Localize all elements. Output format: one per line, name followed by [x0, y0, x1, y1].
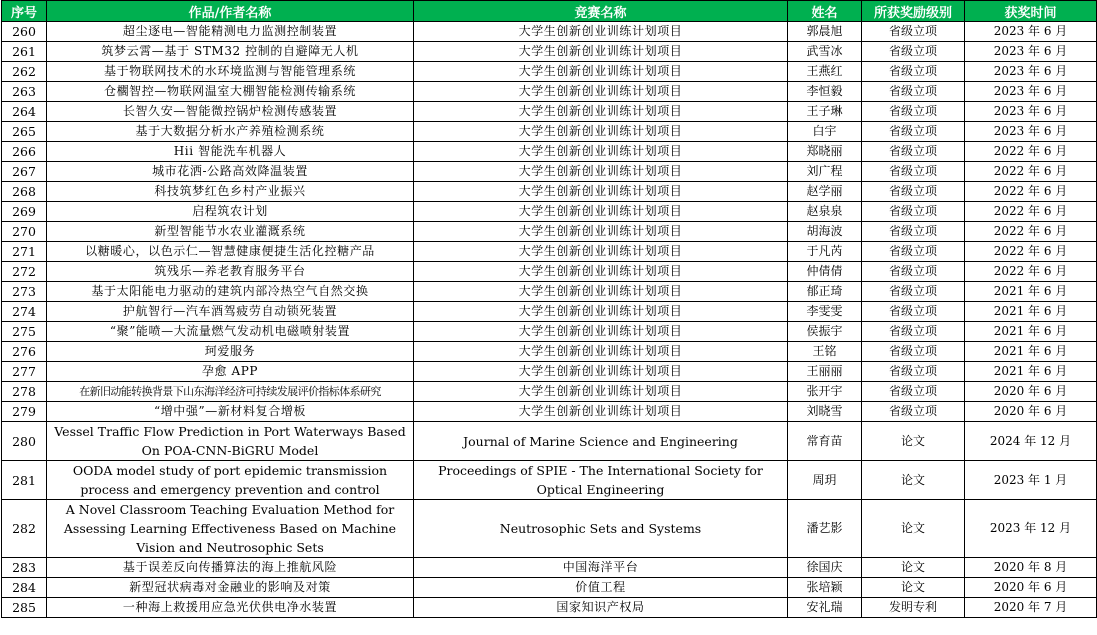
cell-time: 2023 年 6 月	[965, 42, 1097, 62]
table-row	[2, 598, 1097, 618]
table-row	[2, 342, 1097, 362]
cell-index: 265	[2, 122, 47, 142]
cell-index: 272	[2, 262, 47, 282]
cell-level: 省级立项	[862, 322, 965, 342]
header-row	[2, 1, 1097, 22]
awards-table	[1, 0, 1097, 618]
cell-name: 赵学丽	[788, 182, 862, 202]
cell-level: 省级立项	[862, 182, 965, 202]
cell-name: 郁正琦	[788, 282, 862, 302]
cell-index: 264	[2, 102, 47, 122]
cell-competition: Proceedings of SPIE - The International Society for Optical Engineering	[414, 461, 788, 500]
cell-competition: 大学生创新创业训练计划项目	[414, 322, 788, 342]
cell-name: 白宇	[788, 122, 862, 142]
cell-competition: 大学生创新创业训练计划项目	[414, 82, 788, 102]
cell-level: 省级立项	[862, 242, 965, 262]
cell-name: 张培颖	[788, 578, 862, 598]
cell-competition: Journal of Marine Science and Engineering	[414, 422, 788, 461]
cell-index: 279	[2, 402, 47, 422]
cell-name: 仲倩倩	[788, 262, 862, 282]
cell-index: 260	[2, 22, 47, 42]
cell-time: 2023 年 1 月	[965, 461, 1097, 500]
cell-level: 省级立项	[862, 382, 965, 402]
table-row	[2, 262, 1097, 282]
cell-name: 胡海波	[788, 222, 862, 242]
cell-competition: 大学生创新创业训练计划项目	[414, 342, 788, 362]
cell-level: 省级立项	[862, 262, 965, 282]
cell-time: 2022 年 6 月	[965, 162, 1097, 182]
cell-time: 2022 年 6 月	[965, 182, 1097, 202]
header-competition: 竞赛名称	[414, 1, 788, 22]
cell-time: 2020 年 7 月	[965, 598, 1097, 618]
cell-level: 省级立项	[862, 82, 965, 102]
table-row	[2, 282, 1097, 302]
cell-level: 省级立项	[862, 302, 965, 322]
cell-competition: 国家知识产权局	[414, 598, 788, 618]
cell-competition: 大学生创新创业训练计划项目	[414, 182, 788, 202]
table-row	[2, 182, 1097, 202]
cell-index: 267	[2, 162, 47, 182]
cell-index: 269	[2, 202, 47, 222]
cell-competition: 大学生创新创业训练计划项目	[414, 162, 788, 182]
cell-title: 基于物联网技术的水环境监测与智能管理系统	[47, 62, 414, 82]
table-row	[2, 302, 1097, 322]
cell-index: 278	[2, 382, 47, 402]
cell-name: 刘广程	[788, 162, 862, 182]
cell-competition: 大学生创新创业训练计划项目	[414, 122, 788, 142]
cell-time: 2023 年 6 月	[965, 102, 1097, 122]
cell-competition: 大学生创新创业训练计划项目	[414, 222, 788, 242]
header-time: 获奖时间	[965, 1, 1097, 22]
cell-time: 2023 年 6 月	[965, 22, 1097, 42]
cell-level: 省级立项	[862, 162, 965, 182]
cell-name: 王子琳	[788, 102, 862, 122]
cell-title: 筑残乐—养老教育服务平台	[47, 262, 414, 282]
cell-title: 基于误差反向传播算法的海上推航风险	[47, 558, 414, 578]
table-row	[2, 242, 1097, 262]
table-row	[2, 558, 1097, 578]
cell-time: 2023 年 6 月	[965, 122, 1097, 142]
cell-time: 2022 年 6 月	[965, 142, 1097, 162]
cell-index: 280	[2, 422, 47, 461]
cell-title: 筑梦云霄—基于 STM32 控制的自避障无人机	[47, 42, 414, 62]
cell-name: 徐国庆	[788, 558, 862, 578]
cell-index: 281	[2, 461, 47, 500]
cell-level: 省级立项	[862, 402, 965, 422]
cell-name: 常育苗	[788, 422, 862, 461]
cell-title: 超尘逐电—智能精测电力监测控制装置	[47, 22, 414, 42]
cell-competition: 大学生创新创业训练计划项目	[414, 42, 788, 62]
cell-time: 2022 年 6 月	[965, 242, 1097, 262]
cell-level: 省级立项	[862, 22, 965, 42]
cell-level: 论文	[862, 422, 965, 461]
cell-level: 省级立项	[862, 42, 965, 62]
table-row	[2, 322, 1097, 342]
cell-title: 基于太阳能电力驱动的建筑内部冷热空气自然交换	[47, 282, 414, 302]
cell-title: Vessel Traffic Flow Prediction in Port Waterways Based On POA-CNN-BiGRU Model	[47, 422, 414, 461]
cell-title: 城市花洒-公路高效降温装置	[47, 162, 414, 182]
cell-name: 李恒毅	[788, 82, 862, 102]
table-row	[2, 461, 1097, 500]
cell-time: 2021 年 6 月	[965, 362, 1097, 382]
cell-index: 276	[2, 342, 47, 362]
cell-title: “增中强”—新材料复合增板	[47, 402, 414, 422]
table-row	[2, 142, 1097, 162]
table-row	[2, 500, 1097, 558]
cell-competition: 大学生创新创业训练计划项目	[414, 242, 788, 262]
cell-name: 刘晓雪	[788, 402, 862, 422]
cell-level: 发明专利	[862, 598, 965, 618]
cell-level: 论文	[862, 500, 965, 558]
cell-title: OODA model study of port epidemic transmission process and emergency prevention and control	[47, 461, 414, 500]
cell-index: 271	[2, 242, 47, 262]
cell-title: 长智久安—智能微控锅炉检测传感装置	[47, 102, 414, 122]
cell-name: 于凡芮	[788, 242, 862, 262]
cell-level: 省级立项	[862, 102, 965, 122]
cell-time: 2022 年 6 月	[965, 222, 1097, 242]
cell-competition: 价值工程	[414, 578, 788, 598]
cell-index: 274	[2, 302, 47, 322]
cell-competition: 大学生创新创业训练计划项目	[414, 302, 788, 322]
cell-time: 2021 年 6 月	[965, 302, 1097, 322]
cell-title: “聚”能喷—大流量燃气发动机电磁喷射装置	[47, 322, 414, 342]
cell-time: 2023 年 6 月	[965, 82, 1097, 102]
cell-title: 以糖暖心，以色示仁—智慧健康便捷生活化控糖产品	[47, 242, 414, 262]
cell-name: 王丽丽	[788, 362, 862, 382]
table-row	[2, 222, 1097, 242]
cell-index: 270	[2, 222, 47, 242]
cell-title: 护航智行—汽车酒驾疲劳自动锁死装置	[47, 302, 414, 322]
cell-competition: 大学生创新创业训练计划项目	[414, 62, 788, 82]
cell-name: 郑晓丽	[788, 142, 862, 162]
cell-level: 省级立项	[862, 362, 965, 382]
cell-index: 261	[2, 42, 47, 62]
table-row	[2, 578, 1097, 598]
cell-name: 周玥	[788, 461, 862, 500]
cell-title: 仓櫊智控—物联网温室大棚智能检测传输系统	[47, 82, 414, 102]
table-row	[2, 402, 1097, 422]
cell-competition: 大学生创新创业训练计划项目	[414, 102, 788, 122]
cell-index: 268	[2, 182, 47, 202]
cell-level: 论文	[862, 461, 965, 500]
cell-index: 285	[2, 598, 47, 618]
cell-index: 284	[2, 578, 47, 598]
cell-name: 王燕红	[788, 62, 862, 82]
table-row	[2, 82, 1097, 102]
cell-name: 潘艺影	[788, 500, 862, 558]
cell-name: 郭晨旭	[788, 22, 862, 42]
table-row	[2, 62, 1097, 82]
cell-competition: Neutrosophic Sets and Systems	[414, 500, 788, 558]
cell-level: 省级立项	[862, 202, 965, 222]
cell-time: 2021 年 6 月	[965, 342, 1097, 362]
cell-time: 2023 年 12 月	[965, 500, 1097, 558]
cell-competition: 大学生创新创业训练计划项目	[414, 142, 788, 162]
cell-level: 省级立项	[862, 342, 965, 362]
header-level: 所获奖励级别	[862, 1, 965, 22]
cell-name: 侯振宇	[788, 322, 862, 342]
cell-competition: 大学生创新创业训练计划项目	[414, 262, 788, 282]
cell-title: 新型智能节水农业灌溉系统	[47, 222, 414, 242]
cell-title: 孕愈 APP	[47, 362, 414, 382]
table-row	[2, 42, 1097, 62]
cell-competition: 大学生创新创业训练计划项目	[414, 282, 788, 302]
header-title: 作品/作者名称	[47, 1, 414, 22]
table-row	[2, 162, 1097, 182]
cell-level: 省级立项	[862, 62, 965, 82]
cell-time: 2022 年 6 月	[965, 262, 1097, 282]
cell-name: 安礼瑞	[788, 598, 862, 618]
cell-name: 武雪冰	[788, 42, 862, 62]
cell-name: 李雯雯	[788, 302, 862, 322]
cell-index: 283	[2, 558, 47, 578]
cell-competition: 大学生创新创业训练计划项目	[414, 402, 788, 422]
cell-index: 273	[2, 282, 47, 302]
cell-competition: 大学生创新创业训练计划项目	[414, 382, 788, 402]
cell-title: Hii 智能洗车机器人	[47, 142, 414, 162]
cell-time: 2020 年 6 月	[965, 578, 1097, 598]
cell-name: 王铭	[788, 342, 862, 362]
cell-title: 一种海上救援用应急光伏供电净水装置	[47, 598, 414, 618]
cell-title: 基于大数据分析水产养殖检测系统	[47, 122, 414, 142]
cell-time: 2020 年 6 月	[965, 402, 1097, 422]
cell-title: 科技筑梦红色乡村产业振兴	[47, 182, 414, 202]
cell-title: 在新旧动能转换背景下山东海洋经济可持续发展评价指标体系研究	[47, 382, 414, 402]
cell-index: 282	[2, 500, 47, 558]
cell-time: 2021 年 6 月	[965, 322, 1097, 342]
cell-competition: 中国海洋平台	[414, 558, 788, 578]
cell-title: 启程筑农计划	[47, 202, 414, 222]
cell-index: 263	[2, 82, 47, 102]
cell-time: 2020 年 8 月	[965, 558, 1097, 578]
cell-time: 2022 年 6 月	[965, 202, 1097, 222]
cell-title: A Novel Classroom Teaching Evaluation Method for Assessing Learning Effectiveness Based on Machine Vision and Neutrosophic Sets	[47, 500, 414, 558]
table-row	[2, 362, 1097, 382]
cell-name: 张开宇	[788, 382, 862, 402]
cell-competition: 大学生创新创业训练计划项目	[414, 362, 788, 382]
table-row	[2, 202, 1097, 222]
header-name: 姓名	[788, 1, 862, 22]
cell-level: 论文	[862, 578, 965, 598]
cell-level: 省级立项	[862, 222, 965, 242]
cell-level: 论文	[862, 558, 965, 578]
cell-competition: 大学生创新创业训练计划项目	[414, 202, 788, 222]
header-index: 序号	[2, 1, 47, 22]
cell-time: 2021 年 6 月	[965, 282, 1097, 302]
cell-index: 262	[2, 62, 47, 82]
cell-title: 珂爱服务	[47, 342, 414, 362]
cell-level: 省级立项	[862, 122, 965, 142]
table-row	[2, 122, 1097, 142]
table-row	[2, 22, 1097, 42]
cell-competition: 大学生创新创业训练计划项目	[414, 22, 788, 42]
cell-index: 277	[2, 362, 47, 382]
cell-name: 赵泉泉	[788, 202, 862, 222]
cell-title: 新型冠状病毒对金融业的影响及对策	[47, 578, 414, 598]
cell-index: 266	[2, 142, 47, 162]
cell-time: 2024 年 12 月	[965, 422, 1097, 461]
cell-level: 省级立项	[862, 142, 965, 162]
cell-level: 省级立项	[862, 282, 965, 302]
cell-time: 2020 年 6 月	[965, 382, 1097, 402]
table-row	[2, 102, 1097, 122]
cell-index: 275	[2, 322, 47, 342]
table-row	[2, 382, 1097, 402]
cell-time: 2023 年 6 月	[965, 62, 1097, 82]
table-row	[2, 422, 1097, 461]
